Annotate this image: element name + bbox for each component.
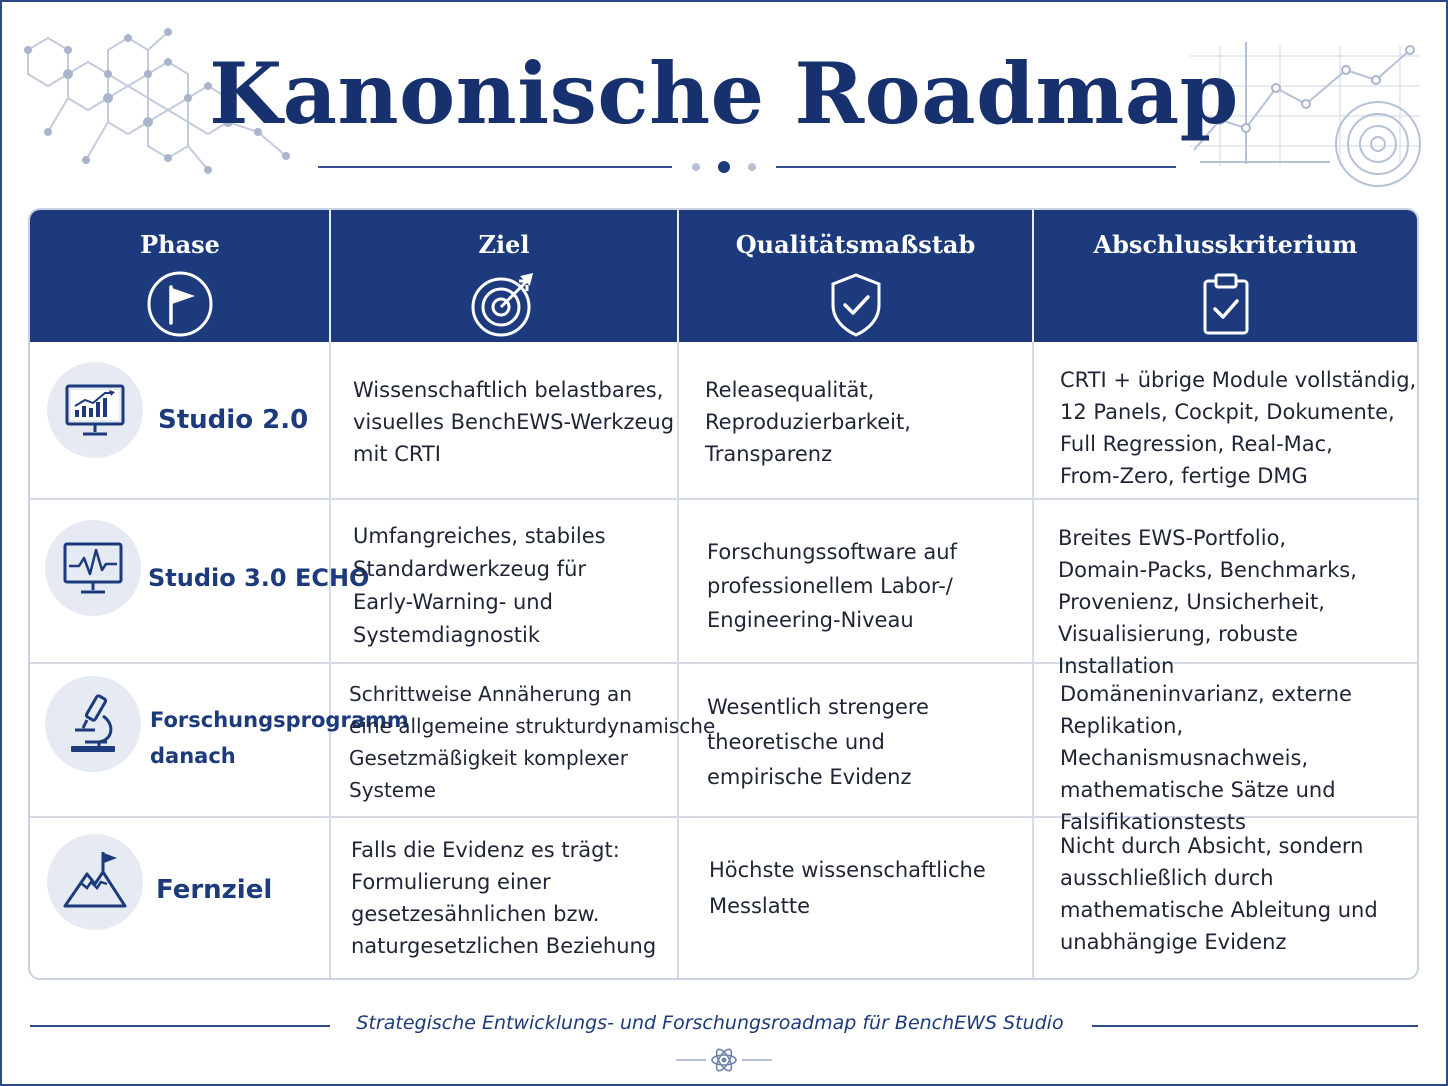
text-line: gesetzesähnlichen bzw. — [351, 902, 600, 926]
text-line: Gesetzmäßigkeit komplexer — [349, 746, 628, 770]
qualitaet-cell — [705, 374, 911, 470]
text-line: Forschungssoftware auf — [707, 540, 957, 564]
text-line: ausschließlich durch — [1060, 866, 1274, 890]
clipboard-check-icon — [1191, 269, 1261, 339]
header-abschluss-label: Abschlusskriterium — [1093, 230, 1358, 259]
abschluss-cell — [1060, 364, 1416, 492]
text-line: Visualisierung, robuste Installation — [1058, 622, 1298, 678]
page-title: Kanonische Roadmap — [209, 44, 1239, 143]
text-line: Umfangreiches, stabiles — [353, 524, 606, 548]
text-line: Formulierung einer — [351, 870, 551, 894]
text-line: Falsifikationstests — [1060, 810, 1246, 834]
phase-name: Fernziel — [156, 875, 273, 905]
abschluss-cell — [1060, 830, 1378, 958]
shield-check-icon — [821, 269, 891, 339]
table-header — [30, 210, 1417, 342]
text-line: Breites EWS-Portfolio, — [1058, 526, 1287, 550]
ziel-cell — [353, 520, 606, 652]
header-qualitaet-label: Qualitätsmaßstab — [735, 230, 976, 259]
title-dots-icon — [686, 158, 762, 176]
row-divider — [30, 498, 1417, 500]
text-line: Wesentlich strengere — [707, 695, 929, 719]
header-qualitaet — [679, 210, 1032, 342]
title-rule-right — [776, 166, 1176, 168]
text-line: visuelles BenchEWS-Werkzeug — [353, 410, 675, 434]
text-line: empirische Evidenz — [707, 765, 912, 789]
qualitaet-cell — [707, 535, 957, 637]
phase-icon-badge — [45, 520, 141, 616]
column-divider — [329, 342, 331, 980]
text-line: Early-Warning- und — [353, 590, 553, 614]
qualitaet-cell — [707, 690, 929, 795]
text-line: eine allgemeine strukturdynamische — [349, 714, 716, 738]
text-line: Full Regression, Real-Mac, — [1060, 432, 1333, 456]
ziel-cell — [351, 834, 656, 962]
ziel-cell — [349, 678, 715, 806]
phase-icon-badge — [47, 834, 143, 930]
text-line: 12 Panels, Cockpit, Dokumente, — [1060, 400, 1395, 424]
flag-icon — [145, 269, 215, 339]
footer-rule-right — [1092, 1025, 1418, 1027]
mountain-flag-icon — [61, 848, 129, 916]
text-line: Replikation, Mechanismusnachweis, — [1060, 714, 1309, 770]
monitor-pulse-icon — [59, 534, 127, 602]
text-line: Transparenz — [705, 442, 833, 466]
column-divider — [677, 342, 679, 980]
footer-caption: Strategische Entwicklungs- und Forschungsroadmap für BenchEWS Studio — [356, 1012, 1064, 1034]
phase-name: Studio 3.0 ECHO — [148, 564, 370, 592]
text-line: mit CRTI — [353, 442, 441, 466]
text-line: Wissenschaftlich belastbares, — [353, 378, 664, 402]
header-abschluss — [1034, 210, 1417, 342]
target-icon — [469, 269, 539, 339]
abschluss-cell — [1058, 522, 1417, 682]
phase-icon-badge — [47, 362, 143, 458]
phase-name: Studio 2.0 — [158, 405, 309, 435]
text-line: naturgesetzlichen Beziehung — [351, 934, 657, 958]
qualitaet-cell — [709, 852, 986, 924]
roadmap-table — [28, 208, 1419, 980]
text-line: Releasequalität, — [705, 378, 875, 402]
microscope-icon — [59, 690, 127, 758]
text-line: CRTI + übrige Module vollständig, — [1060, 368, 1417, 392]
text-line: unabhängige Evidenz — [1060, 930, 1287, 954]
footer-rule-left — [30, 1025, 330, 1027]
header-ziel — [331, 210, 677, 342]
text-line: Domäneninvarianz, externe — [1060, 682, 1352, 706]
text-line: theoretische und — [707, 730, 885, 754]
text-line: From-Zero, fertige DMG — [1060, 464, 1308, 488]
header-phase-label: Phase — [140, 230, 220, 259]
text-line: Provenienz, Unsicherheit, — [1058, 590, 1325, 614]
text-line: mathematische Sätze und — [1060, 778, 1336, 802]
text-line: Reproduzierbarkeit, — [705, 410, 911, 434]
title-rule-left — [318, 166, 672, 168]
header-ziel-label: Ziel — [478, 230, 530, 259]
text-line: danach — [150, 744, 236, 768]
monitor-chart-icon — [61, 376, 129, 444]
text-line: Messlatte — [709, 894, 811, 918]
text-line: Falls die Evidenz es trägt: — [351, 838, 620, 862]
text-line: mathematische Ableitung und — [1060, 898, 1378, 922]
atom-icon — [672, 1044, 776, 1076]
column-divider — [1032, 342, 1034, 980]
text-line: Systemdiagnostik — [353, 623, 541, 647]
text-line: Domain-Packs, Benchmarks, — [1058, 558, 1357, 582]
text-line: Forschungsprogramm — [150, 708, 409, 732]
phase-icon-badge — [45, 676, 141, 772]
text-line: professionellem Labor-/ — [707, 574, 953, 598]
text-line: Nicht durch Absicht, sondern — [1060, 834, 1364, 858]
text-line: Standardwerkzeug für — [353, 557, 587, 581]
header-phase — [30, 210, 330, 342]
text-line: Schrittweise Annäherung an — [349, 682, 632, 706]
text-line: Engineering-Niveau — [707, 608, 914, 632]
abschluss-cell — [1060, 678, 1417, 838]
ziel-cell — [353, 374, 674, 470]
text-line: Höchste wissenschaftliche — [709, 858, 986, 882]
text-line: Systeme — [349, 778, 436, 802]
